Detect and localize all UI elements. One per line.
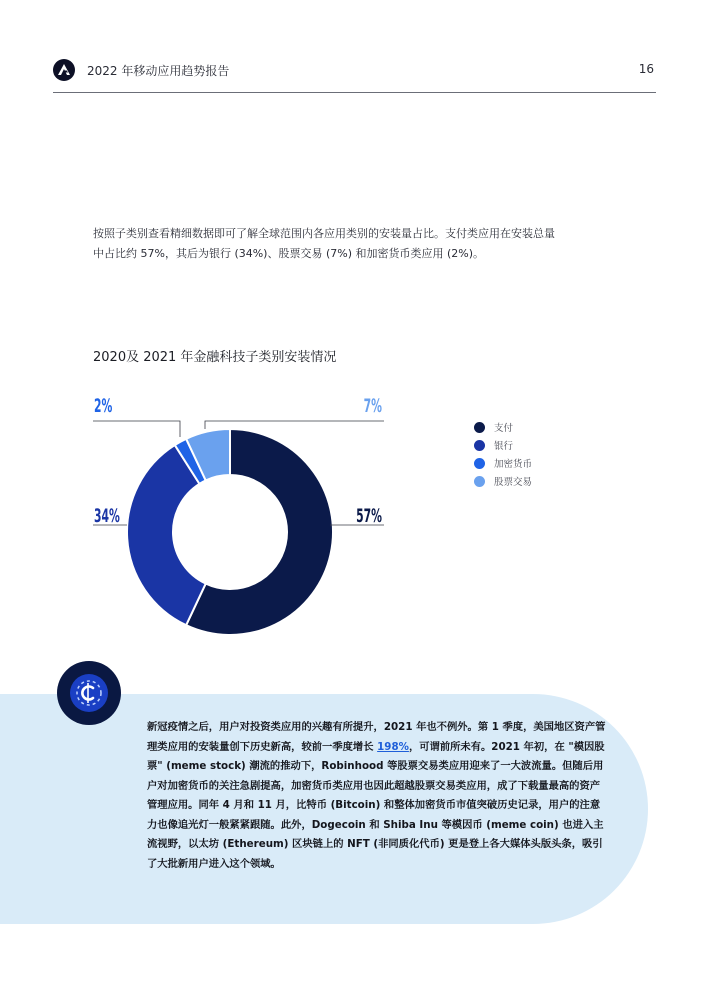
crypto-coin-icon	[57, 661, 121, 725]
chart-legend	[474, 418, 532, 490]
legend-item	[474, 418, 532, 436]
legend-label: 银行	[494, 441, 514, 452]
growth-link[interactable]: 198%	[377, 740, 409, 753]
slice-label-1: 57%	[356, 504, 382, 527]
slice-label-4: 7%	[363, 394, 382, 417]
legend-item	[474, 472, 532, 490]
leader-line-4	[205, 421, 384, 429]
legend-swatch	[474, 422, 485, 433]
app-logo-icon	[53, 59, 75, 81]
page-number: 16	[638, 62, 654, 76]
legend-swatch	[474, 476, 485, 487]
legend-item	[474, 454, 532, 472]
callout-paragraph	[147, 718, 607, 874]
intro-paragraph: 按照子类别查看精细数据即可了解全球范围内各应用类别的安装量占比。支付类应用在安装总量中占比约 57%，其后为银行 (34%)、股票交易 (7%) 和加密货币类应用 (2%)。	[93, 227, 555, 260]
leader-line-3	[93, 421, 180, 437]
legend-item	[474, 436, 532, 454]
legend-swatch	[474, 440, 485, 451]
legend-label: 加密货币	[494, 459, 533, 470]
slice-label-3: 2%	[94, 394, 113, 417]
chart-title: 2020及 2021 年金融科技子类别安装情况	[93, 350, 337, 365]
header-divider	[53, 92, 656, 93]
callout-text-part1: 新冠疫情之后，用户对投资类应用的兴趣有所提升，2021 年也不例外。第 1 季度，美国地区资产管理类应用的安装量创下历史新高，较前一季度增长	[147, 721, 606, 753]
callout-text-part2: ，可谓前所未有。2021 年初，在 "模因股票" (meme stock) 潮流的推动下，Robinhood 等股票交易类应用迎来了一大波流量。但随后用户对加密货币的关注急剧提高，加密货币类应用也因此超越股票交易类应用，成了下载量最高的资产管理应用。同年 4 月和 11 月，比特币 (Bitcoin) 和整体加密货币市值突破历史记录，用户的注意力也像追光灯一般紧紧跟随。此外，Dogecoin 和 Shiba Inu 等模因币 (meme coin) 也进入主流视野，以太坊 (Ethereum) 区块链上的 NFT (非同质化代币) 更是登上各大媒体头版头条，吸引了大批新用户进入这个领域。	[147, 740, 605, 870]
report-title: 2022 年移动应用趋势报告	[87, 64, 230, 78]
legend-label: 股票交易	[494, 477, 533, 488]
legend-swatch	[474, 458, 485, 469]
donut-chart	[80, 385, 400, 645]
slice-label-2: 34%	[94, 504, 120, 527]
legend-label: 支付	[494, 423, 514, 434]
